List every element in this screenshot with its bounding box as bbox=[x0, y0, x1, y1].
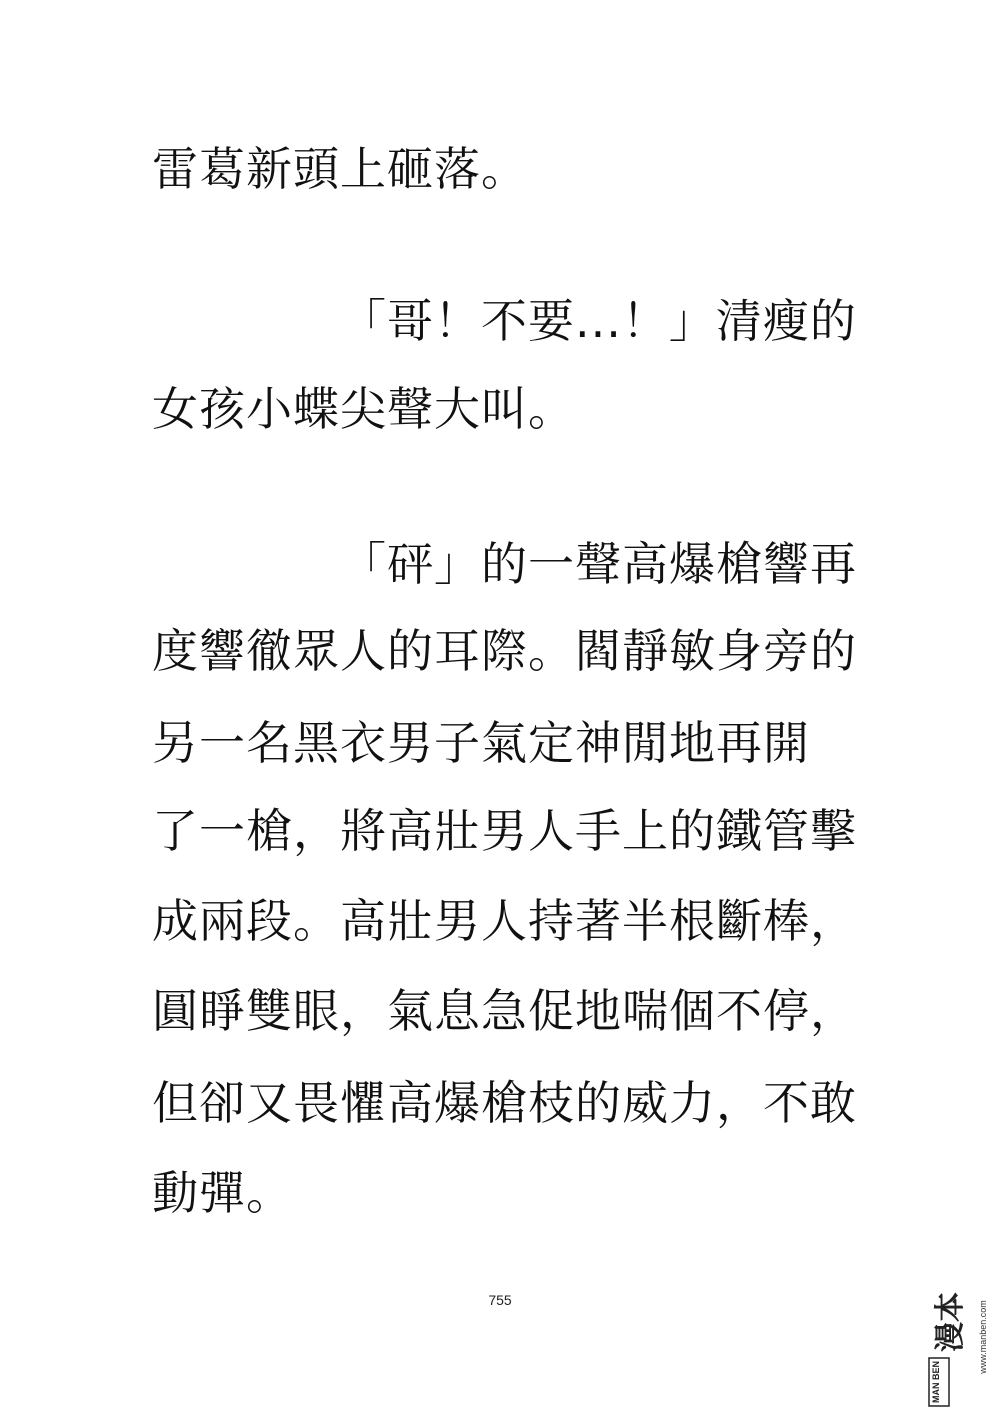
text-line: 雷葛新頭上砸落。 bbox=[152, 142, 528, 196]
text-line: 另一名黑衣男子氣定神閒地再開 bbox=[152, 716, 810, 770]
text-line: 但卻又畏懼高爆槍枝的威力，不敢 bbox=[152, 1076, 857, 1130]
text-line: 動彈。 bbox=[152, 1166, 293, 1220]
text-line: 「砰」的一聲高爆槍響再 bbox=[340, 537, 857, 591]
text-line: 「哥！不要...！」清瘦的 bbox=[340, 294, 857, 348]
svg-text:MAN BEN: MAN BEN bbox=[931, 1361, 941, 1403]
text-line: 成兩段。高壯男人持著半根斷棒， bbox=[152, 894, 857, 948]
text-line: 了一槍，將高壯男人手上的鐵管擊 bbox=[152, 804, 857, 858]
text-line: 度響徹眾人的耳際。閻靜敏身旁的 bbox=[152, 624, 857, 678]
manben-watermark-logo bbox=[928, 1262, 994, 1408]
svg-text:漫本: 漫本 bbox=[933, 1292, 968, 1352]
text-line: 圓睜雙眼，氣息急促地喘個不停， bbox=[152, 984, 857, 1038]
text-line: 女孩小蝶尖聲大叫。 bbox=[152, 382, 575, 436]
svg-text:www.manben.com: www.manben.com bbox=[978, 1300, 988, 1374]
page-number: 755 bbox=[488, 1292, 512, 1308]
